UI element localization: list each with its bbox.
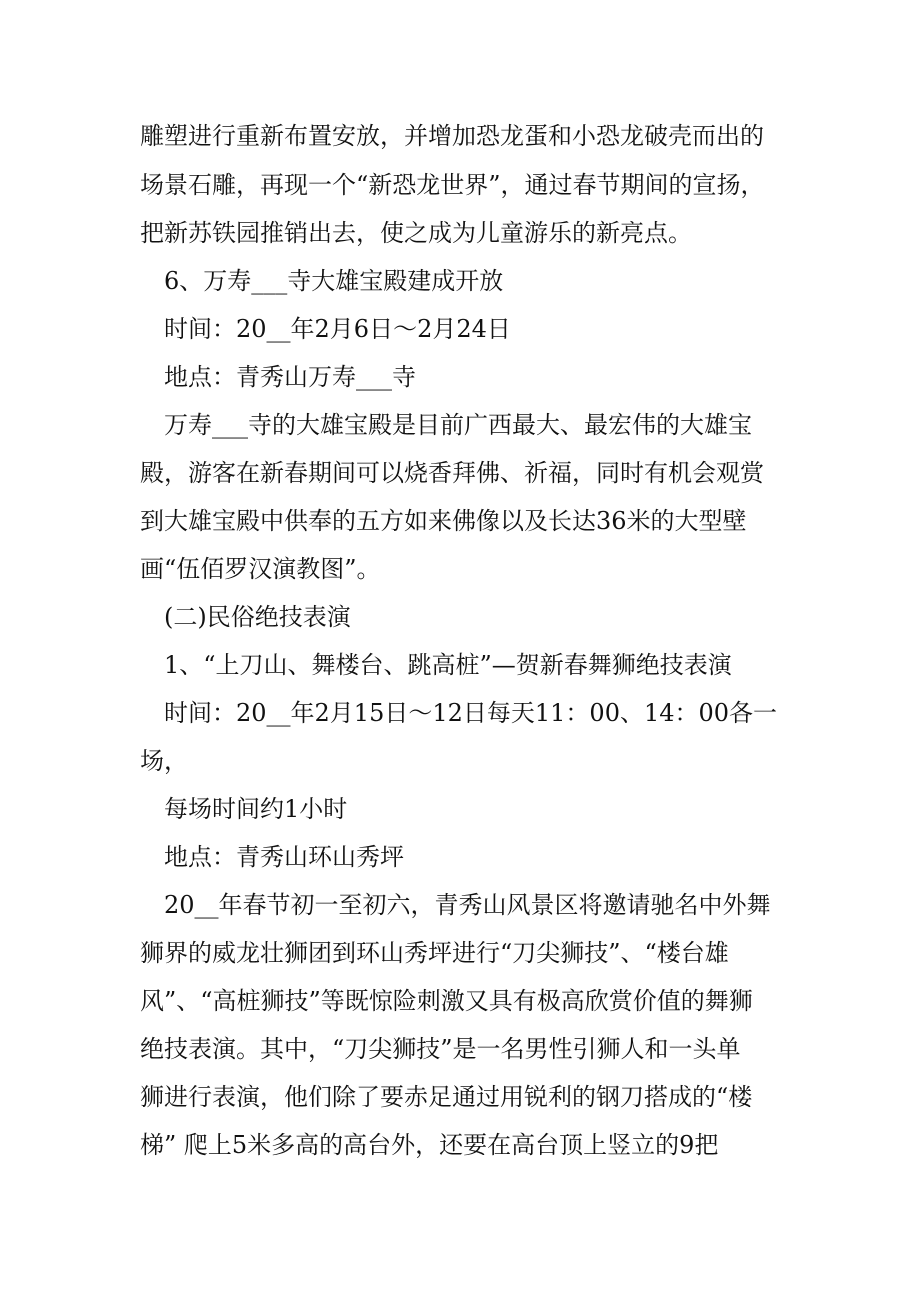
text-line: 场， bbox=[140, 747, 188, 775]
text-line: 20__年春节初一至初六，青秀山风景区将邀请驰名中外舞 bbox=[164, 891, 771, 919]
text-line: 殿，游客在新春期间可以烧香拜佛、祈福，同时有机会观赏 bbox=[140, 459, 764, 487]
text-line: 梯” 爬上5米多高的高台外，还要在高台顶上竖立的9把 bbox=[140, 1131, 719, 1159]
text-line: 雕塑进行重新布置安放，并增加恐龙蛋和小恐龙破壳而出的 bbox=[140, 122, 764, 150]
text-line: 地点：青秀山万寿___寺 bbox=[164, 363, 416, 391]
text-line: 画“伍佰罗汉演教图”。 bbox=[140, 555, 381, 583]
text-line: 万寿___寺的大雄宝殿是目前广西最大、最宏伟的大雄宝 bbox=[164, 411, 752, 439]
text-line: 每场时间约1小时 bbox=[164, 795, 348, 823]
text-line: 狮界的威龙壮狮团到环山秀坪进行“刀尖狮技”、“楼台雄 bbox=[140, 939, 729, 967]
text-line: 绝技表演。其中，“刀尖狮技”是一名男性引狮人和一头单 bbox=[140, 1035, 741, 1063]
text-line: 把新苏铁园推销出去，使之成为儿童游乐的新亮点。 bbox=[140, 219, 692, 247]
text-line: 地点：青秀山环山秀坪 bbox=[164, 843, 404, 871]
text-line: 狮进行表演，他们除了要赤足通过用锐利的钢刀搭成的“楼 bbox=[140, 1083, 753, 1111]
text-line: 场景石雕，再现一个“新恐龙世界”，通过春节期间的宣扬， bbox=[140, 171, 765, 199]
section-heading: 6、万寿___寺大雄宝殿建成开放 bbox=[164, 267, 504, 295]
text-line: 时间：20__年2月6日～2月24日 bbox=[164, 315, 511, 343]
section-heading: (二)民俗绝技表演 bbox=[164, 603, 351, 631]
text-line: 风”、“高桩狮技”等既惊险刺激又具有极高欣赏价值的舞狮 bbox=[140, 987, 753, 1015]
text-line: 到大雄宝殿中供奉的五方如来佛像以及长达36米的大型壁 bbox=[140, 507, 747, 535]
section-heading: 1、“上刀山、舞楼台、跳高桩”—贺新春舞狮绝技表演 bbox=[164, 651, 732, 679]
text-line: 时间：20__年2月15日～12日每天11：00、14：00各一 bbox=[164, 699, 778, 727]
